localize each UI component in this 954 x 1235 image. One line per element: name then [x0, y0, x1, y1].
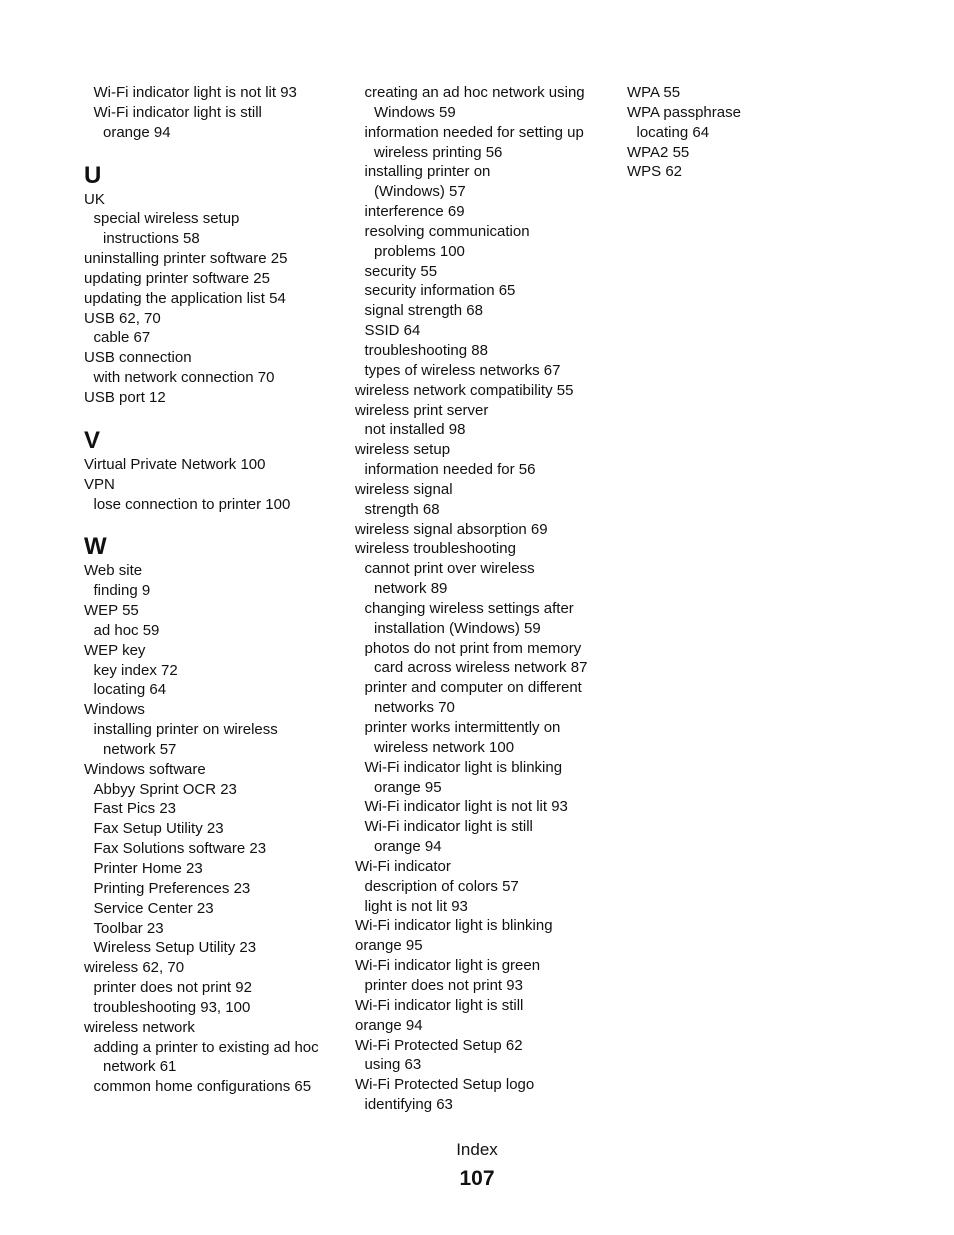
index-subentry: Printer Home 23 [93, 860, 203, 877]
index-entry: Windows software [84, 760, 206, 778]
index-subentry: orange 94 [103, 123, 171, 141]
index-entry: Wi-Fi Protected Setup logo [355, 1076, 535, 1094]
index-entry: Wi-Fi Protected Setup 62 [355, 1036, 523, 1054]
index-subentry: light is not lit 93 [364, 897, 468, 915]
index-subentry: Wi-Fi indicator light is still [93, 103, 262, 121]
index-entry: updating the application list 54 [84, 289, 286, 307]
index-subentry: printer does not print 93 [364, 976, 523, 994]
index-entry: WPS 62 [627, 163, 683, 181]
index-subentry: changing wireless settings after [364, 599, 574, 617]
index-entry: updating printer software 25 [84, 269, 270, 287]
index-subentry: using 63 [364, 1056, 422, 1074]
index-subentry: locating 64 [636, 123, 710, 141]
index-subentry: description of colors 57 [364, 877, 519, 895]
index-entry: orange 95 [355, 937, 423, 955]
index-subentry: security information 65 [364, 282, 516, 300]
index-entry: Wi-Fi indicator light is green [355, 957, 541, 975]
footer-section-title: Index [456, 1140, 498, 1159]
index-entry: WEP 55 [84, 602, 139, 620]
index-subentry: key index 72 [93, 661, 178, 679]
index-subentry: printer and computer on different [364, 679, 582, 697]
index-subentry: cannot print over wireless [364, 560, 535, 578]
index-subentry: wireless printing 56 [374, 143, 503, 161]
index-entry: USB port 12 [84, 388, 166, 406]
index-entry: wireless setup [355, 441, 451, 459]
index-subentry: identifying 63 [364, 1096, 453, 1114]
index-entry: VPN [84, 475, 115, 493]
index-subentry: not installed 98 [364, 421, 466, 439]
index-entry: wireless signal [355, 480, 453, 498]
index-entry: wireless 62, 70 [84, 959, 185, 977]
index-entry: wireless print server [355, 401, 489, 419]
index-subentry: Wi-Fi indicator light is not lit 93 [364, 798, 568, 816]
index-subentry: information needed for 56 [364, 461, 536, 479]
index-letter-heading: V [84, 426, 101, 454]
index-subentry: orange 95 [374, 778, 442, 796]
index-subentry: printer does not print 92 [93, 979, 252, 997]
index-subentry: locating 64 [93, 681, 167, 699]
index-entry: WPA2 55 [627, 143, 690, 161]
index-entry: orange 94 [355, 1016, 423, 1034]
index-entry: Wi-Fi indicator light is still [355, 996, 524, 1014]
index-subentry: signal strength 68 [364, 302, 483, 320]
page-number: 107 [459, 1167, 495, 1190]
index-subentry: finding 9 [93, 582, 151, 600]
index-subentry: photos do not print from memory [364, 639, 582, 657]
index-entry: Windows [84, 701, 145, 719]
index-subentry: network 61 [103, 1058, 177, 1076]
index-entry: Wi-Fi indicator light is blinking [355, 917, 553, 935]
index-subentry: wireless network 100 [374, 738, 515, 756]
index-entry: uninstalling printer software 25 [84, 250, 288, 268]
index-subentry: card across wireless network 87 [374, 659, 588, 677]
index-subentry: Windows 59 [374, 103, 456, 121]
index-column-3 [627, 83, 877, 182]
index-entry: Web site [84, 562, 143, 580]
index-subentry: types of wireless networks 67 [364, 361, 561, 379]
index-subentry: interference 69 [364, 203, 465, 221]
index-subentry: Fast Pics 23 [93, 800, 177, 818]
index-entry: WPA passphrase [627, 103, 741, 121]
index-subentry: strength 68 [364, 500, 440, 518]
index-subentry: ad hoc 59 [93, 621, 160, 639]
index-entry: WEP key [84, 641, 146, 659]
index-subentry: Printing Preferences 23 [93, 879, 251, 897]
index-entry: Virtual Private Network 100 [84, 455, 266, 473]
index-subentry: Wi-Fi indicator light is blinking [364, 758, 563, 776]
index-subentry: (Windows) 57 [374, 183, 466, 201]
index-subentry: resolving communication [364, 222, 530, 240]
index-subentry: cable 67 [93, 329, 151, 347]
index-subentry: SSID 64 [364, 322, 421, 340]
index-entry: WPA 55 [627, 84, 681, 101]
index-subentry: Abbyy Sprint OCR 23 [93, 780, 237, 798]
index-subentry: orange 94 [374, 838, 442, 856]
index-entry: wireless network compatibility 55 [355, 381, 574, 399]
index-subentry: networks 70 [374, 699, 455, 717]
index-subentry: creating an ad hoc network using [364, 84, 585, 101]
index-subentry: Wi-Fi indicator light is still [364, 818, 533, 836]
index-subentry: with network connection 70 [93, 369, 275, 387]
index-entry: wireless troubleshooting [355, 540, 516, 558]
index-subentry: special wireless setup [93, 210, 240, 228]
index-subentry: network 89 [374, 580, 448, 598]
index-subentry: Fax Setup Utility 23 [93, 820, 224, 838]
index-subentry: installing printer on [364, 163, 491, 181]
index-entry: USB 62, 70 [84, 309, 161, 327]
index-subentry: Service Center 23 [93, 899, 214, 917]
index-subentry: troubleshooting 88 [364, 341, 488, 359]
index-subentry: installing printer on wireless [93, 721, 278, 739]
index-subentry: information needed for setting up [364, 123, 584, 141]
index-subentry: Wireless Setup Utility 23 [93, 939, 257, 957]
index-entry: Wi-Fi indicator [355, 857, 451, 875]
index-subentry: Wi-Fi indicator light is not lit 93 [93, 84, 297, 101]
index-column-2 [355, 83, 615, 1115]
index-subentry: problems 100 [374, 242, 465, 260]
index-subentry: instructions 58 [103, 230, 200, 248]
index-entry: UK [84, 190, 105, 208]
index-letter-heading: U [84, 161, 102, 189]
index-entry: wireless network [84, 1018, 195, 1036]
index-entry: USB connection [84, 349, 192, 367]
index-subentry: Toolbar 23 [93, 919, 164, 937]
index-subentry: Fax Solutions software 23 [93, 840, 267, 858]
index-subentry: network 57 [103, 740, 177, 758]
index-subentry: installation (Windows) 59 [374, 619, 541, 637]
index-column-1 [84, 83, 344, 1097]
index-entry: wireless signal absorption 69 [355, 520, 548, 538]
index-subentry: lose connection to printer 100 [93, 495, 291, 513]
index-subentry: printer works intermittently on [364, 719, 561, 736]
index-subentry: common home configurations 65 [93, 1078, 312, 1096]
index-subentry: security 55 [364, 262, 438, 280]
index-subentry: troubleshooting 93, 100 [93, 998, 251, 1016]
index-subentry: adding a printer to existing ad hoc [93, 1038, 319, 1056]
index-letter-heading: W [84, 533, 107, 561]
